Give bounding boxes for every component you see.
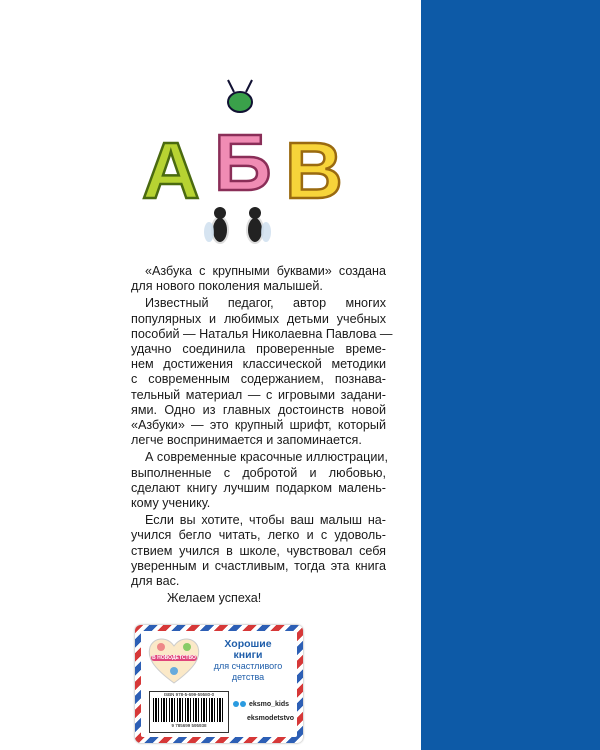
text-line: учился бегло читать, легко и с удоволь- (131, 528, 386, 543)
beetle-icon (228, 80, 252, 112)
social-links (233, 701, 294, 729)
text-line: сделают книгу лучшим подарком малень- (131, 480, 386, 495)
heart-logo-text: В НОВОДЕТСТВО (152, 655, 196, 661)
text-line: выполненные с добротой и любовью, (131, 465, 386, 480)
text-line: легче воспринимается и запоминается. (131, 433, 362, 448)
isbn-text: ISBN 978-5-699-59580-0 (163, 692, 215, 697)
text-line: ями. Одно из главных достоинств новой (131, 402, 386, 417)
bee-icon (204, 207, 228, 243)
logo-letter-b: Б (214, 118, 272, 207)
telegram-icon (240, 701, 246, 707)
text-line: нем достижения классической методики (131, 357, 386, 372)
text-line: Известный педагог, автор многих (145, 296, 386, 311)
text-line: тельный материал — с игровыми задани- (131, 387, 386, 402)
social-handle: eksmodetstvo (247, 715, 295, 722)
blue-spine-band (421, 0, 600, 750)
text-line: кому ученику. (131, 496, 211, 511)
slogan-line: детства (231, 672, 265, 682)
cover-description (131, 264, 393, 606)
text-line: «Азбука с крупными буквами» создана (145, 264, 386, 278)
publisher-badge (135, 625, 303, 743)
text-line: с современным содержанием, познава- (131, 372, 386, 387)
text-line: для вас. (131, 574, 180, 589)
text-line: популярных и любимых детьми учебных (131, 311, 386, 326)
social-handle: eksmo_kids (248, 701, 290, 708)
barcode (153, 698, 225, 722)
text-line: Если вы хотите, чтобы ваш малыш на- (145, 513, 386, 528)
bee-icon (247, 207, 271, 243)
text-line: ствием учился в школе, чувствовал себя (131, 543, 386, 558)
text-line: «Азбуки» — это крупный шрифт, который (131, 418, 386, 433)
text-line: А современные красочные иллюстрации, (145, 450, 388, 465)
text-line: пособий — Наталья Николаевна Павлова — (131, 326, 393, 341)
isbn-barcode (149, 691, 229, 733)
vk-icon (233, 701, 239, 707)
slogan-line: Хорошие (224, 638, 272, 650)
slogan-line: для счастливого (213, 661, 283, 671)
logo-letter-a: А (142, 126, 200, 215)
slogan (203, 639, 293, 683)
text-line: для нового поколения малышей. (131, 279, 323, 294)
text-line: уверенным и счастливым, тогда эта книга (131, 558, 386, 573)
barcode-number: 9 785699 595938 (171, 723, 207, 728)
logo-letter-v: В (285, 126, 343, 215)
abv-logo-illustration (140, 70, 350, 250)
slogan-line: книги (233, 649, 263, 661)
text-line: удачно соединила проверенные време- (131, 342, 386, 357)
closing-wish: Желаем успеха! (167, 591, 262, 606)
